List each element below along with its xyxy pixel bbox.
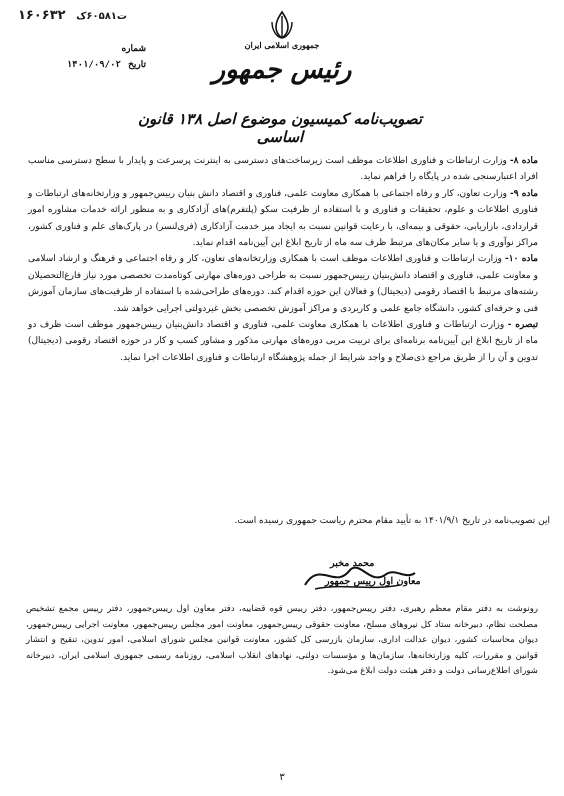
note-head: تبصره - xyxy=(507,320,539,331)
iran-emblem-icon xyxy=(269,10,295,40)
article-9-head: ماده ۹- xyxy=(509,188,539,199)
signatory-name: محمد مخبر xyxy=(330,558,375,569)
page-number: ۳ xyxy=(279,772,285,783)
handwritten-serial: ۱۶۰۶۳۲ xyxy=(18,8,66,23)
signatory-title: معاون اول رییس جمهور xyxy=(325,576,421,587)
article-9 xyxy=(28,186,538,252)
article-10-head: ماده ۱۰- xyxy=(504,254,539,265)
republic-label: جمهوری اسلامی ایران xyxy=(244,40,320,50)
approval-title: تصویب‌نامه کمیسیون موضوع اصل ۱۳۸ قانون اساسی xyxy=(137,110,423,146)
note xyxy=(28,317,538,366)
body-text xyxy=(28,153,538,366)
reference-code: ت۶۰۵۸۱ک xyxy=(76,11,127,22)
article-8-text: وزارت ارتباطات و فناوری اطلاعات موظف است زیرساخت‌های دسترسی به اینترنت پرسرعت و پایدار با سطح دسترسی مناسب افراد اعتبارسنجی شده در پایگاه را فراهم نماید. xyxy=(28,156,538,183)
article-10-text: وزارت ارتباطات و فناوری اطلاعات موظف است با همکاری وزارتخانه‌های تعاون، کار و رفاه اجتماعی و فرهنگ و ارشاد اسلامی و معاونت علمی، فناوری و اقتصاد دانش‌بنیان رییس‌جمهور نسبت به طراحی دوره‌های مهارتی کوتاه‌مدت تخصصی مورد نیاز فارغ‌التحصیلان رشته‌های مرتبط با اقتصاد رقومی (دیجیتال) و فعالان این حوزه اقدام کند. دوره‌های طراحی‌شده با استفاده از ظرفیت‌های سازمان آموزش فنی و حرفه‌ای کشور، دانشگاه جامع علمی و کاربردی و مراکز آموزش تخصصی بخش غیردولتی اجرایی خواهد شد. xyxy=(28,254,538,314)
article-10 xyxy=(28,251,538,317)
article-8 xyxy=(28,153,538,186)
final-statement: این تصویب‌نامه در تاریخ ۱۴۰۱/۹/۱ به تأیید مقام محترم ریاست جمهوری رسیده است. xyxy=(234,516,550,526)
copies-list: رونوشت به دفتر مقام معظم رهبری، دفتر رییس‌جمهور، دفتر رییس قوه قضاییه، دفتر معاون اول رییس‌جمهور، دفتر رییس مجمع تشخیص مصلحت نظام، دبیرخانه ستاد کل نیروهای مسلح، معاونت حقوقی رییس‌جمهور، معاونت امور مجلس رییس‌جمهور، معاونت اجرایی رییس‌جمهور، دیوان محاسبات کشور، دیوان عدالت اداری، سازمان بازرسی کل کشور، معاونت قوانین مجلس شورای اسلامی، امور تدوین، تنقیح و انتشار قوانین و مقررات، کلیه وزارتخانه‌ها، سازمان‌ها و مؤسسات دولتی، نهادهای انقلاب اسلامی، روزنامه رسمی جمهوری اسلامی ایران، دبیرخانه شورای اطلاع‌رسانی دولت و دفتر هیئت دولت ابلاغ می‌شود. xyxy=(26,604,538,677)
article-9-text: وزارت تعاون، کار و رفاه اجتماعی با همکاری معاونت علمی، فناوری و اقتصاد دانش بنیان رییس‌جمهور و وزارتخانه‌های ارتباطات و فناوری اطلاعات و علوم، تحقیقات و فناوری و با استفاده از ظرفیت سکو (پلتفرم)های آزادکاری و به منظور ارائه خدمات مشاوره امور قراردادی، بازاریابی، حقوقی و بیمه‌ای، با رعایت قوانین نسبت به ایجاد میز خدمت آزادکاری (فری‌لنسر) در پارک‌های علم و فناوری کشور، مراکز نوآوری و یا سایر مکان‌های مرتبط ظرف سه ماه از تاریخ ابلاغ این آیین‌نامه اقدام نماید. xyxy=(28,188,538,249)
president-title: رئیس جمهور xyxy=(212,55,352,85)
note-text: وزارت ارتباطات و فناوری اطلاعات با همکاری معاونت علمی، فناوری و اقتصاد دانش‌بنیان رییس‌جمهور موظف است ظرف دو ماه از تاریخ ابلاغ این آیین‌نامه برنامه‌ای برای تربیت مربی دوره‌های مهارتی مذکور و مشاور کسب و کار در حوزه اقتصاد رقومی (دیجیتال) تدوین و آن را از طریق مراجع ذی‌صلاح و واجد شرایط از جمله پژوهشگاه ارتباطات و فناوری اطلاعات اجرا نماید. xyxy=(28,320,538,363)
number-label: شماره xyxy=(121,44,146,54)
date-value: ۱۴۰۱/۰۹/۰۲ xyxy=(66,60,121,70)
article-8-head: ماده ۸- xyxy=(509,156,538,166)
handwritten-number xyxy=(18,8,127,23)
date-label: تاریخ xyxy=(128,60,146,70)
